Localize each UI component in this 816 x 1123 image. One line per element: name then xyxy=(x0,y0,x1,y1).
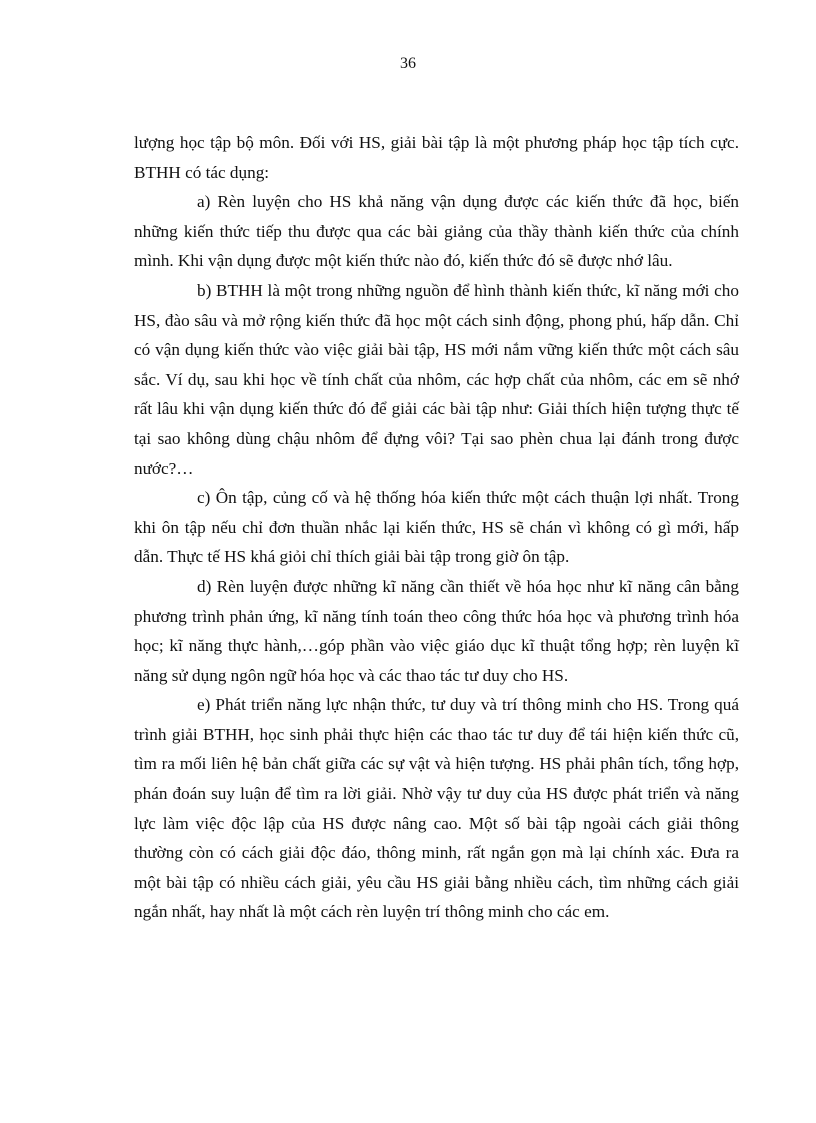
paragraph-item-c: c) Ôn tập, củng cố và hệ thống hóa kiến thức một cách thuận lợi nhất. Trong khi ôn tập nếu chỉ đơn thuần nhắc lại kiến thức, HS sẽ chán vì không có gì mới, hấp dẫn. Thực tế HS khá giỏi chỉ thích giải bài tập trong giờ ôn tập. xyxy=(134,488,739,567)
page-number: 36 xyxy=(400,55,416,72)
paragraph-item-d: d) Rèn luyện được những kĩ năng cần thiết về hóa học như kĩ năng cân bằng phương trình phản ứng, kĩ năng tính toán theo công thức hóa học và phương trình hóa học; kĩ năng thực hành,…góp phần vào việc giáo dục kĩ thuật tổng hợp; rèn luyện kĩ năng sử dụng ngôn ngữ hóa học và các thao tác tư duy cho HS. xyxy=(134,576,739,685)
paragraph-item-e: e) Phát triển năng lực nhận thức, tư duy và trí thông minh cho HS. Trong quá trình giải BTHH, học sinh phải thực hiện các thao tác tư duy để tái hiện kiến thức cũ, tìm ra mối liên hệ bản chất giữa các sự vật và hiện tượng. HS phải phân tích, tổng hợp, phán đoán suy luận để tìm ra lời giải. Nhờ vậy tư duy của HS được phát triển và năng lực làm việc độc lập của HS được nâng cao. Một số bài tập ngoài cách giải thông thường còn có cách giải độc đáo, thông minh, rất ngắn gọn mà lại chính xác. Đưa ra một bài tập có nhiều cách giải, yêu cầu HS giải bằng nhiều cách, tìm những cách giải ngắn nhất, hay nhất là một cách rèn luyện trí thông minh cho các em. xyxy=(134,695,739,922)
paragraph-continuation: lượng học tập bộ môn. Đối với HS, giải bài tập là một phương pháp học tập tích cực. BTHH có tác dụng: xyxy=(134,133,739,182)
body-text xyxy=(134,128,739,927)
paragraph-item-a: a) Rèn luyện cho HS khả năng vận dụng được các kiến thức đã học, biến những kiến thức tiếp thu được qua các bài giảng của thầy thành kiến thức của chính mình. Khi vận dụng được một kiến thức nào đó, kiến thức đó sẽ được nhớ lâu. xyxy=(134,192,739,271)
paragraph-item-b: b) BTHH là một trong những nguồn để hình thành kiến thức, kĩ năng mới cho HS, đào sâu và mở rộng kiến thức đã học một cách sinh động, phong phú, hấp dẫn. Chỉ có vận dụng kiến thức vào việc giải bài tập, HS mới nắm vững kiến thức một cách sâu sắc. Ví dụ, sau khi học về tính chất của nhôm, các hợp chất của nhôm, các em sẽ nhớ rất lâu khi vận dụng kiến thức đó để giải các bài tập như: Giải thích hiện tượng thực tế tại sao không dùng chậu nhôm để đựng vôi? Tại sao phèn chua lại đánh trong được nước?… xyxy=(134,280,739,478)
